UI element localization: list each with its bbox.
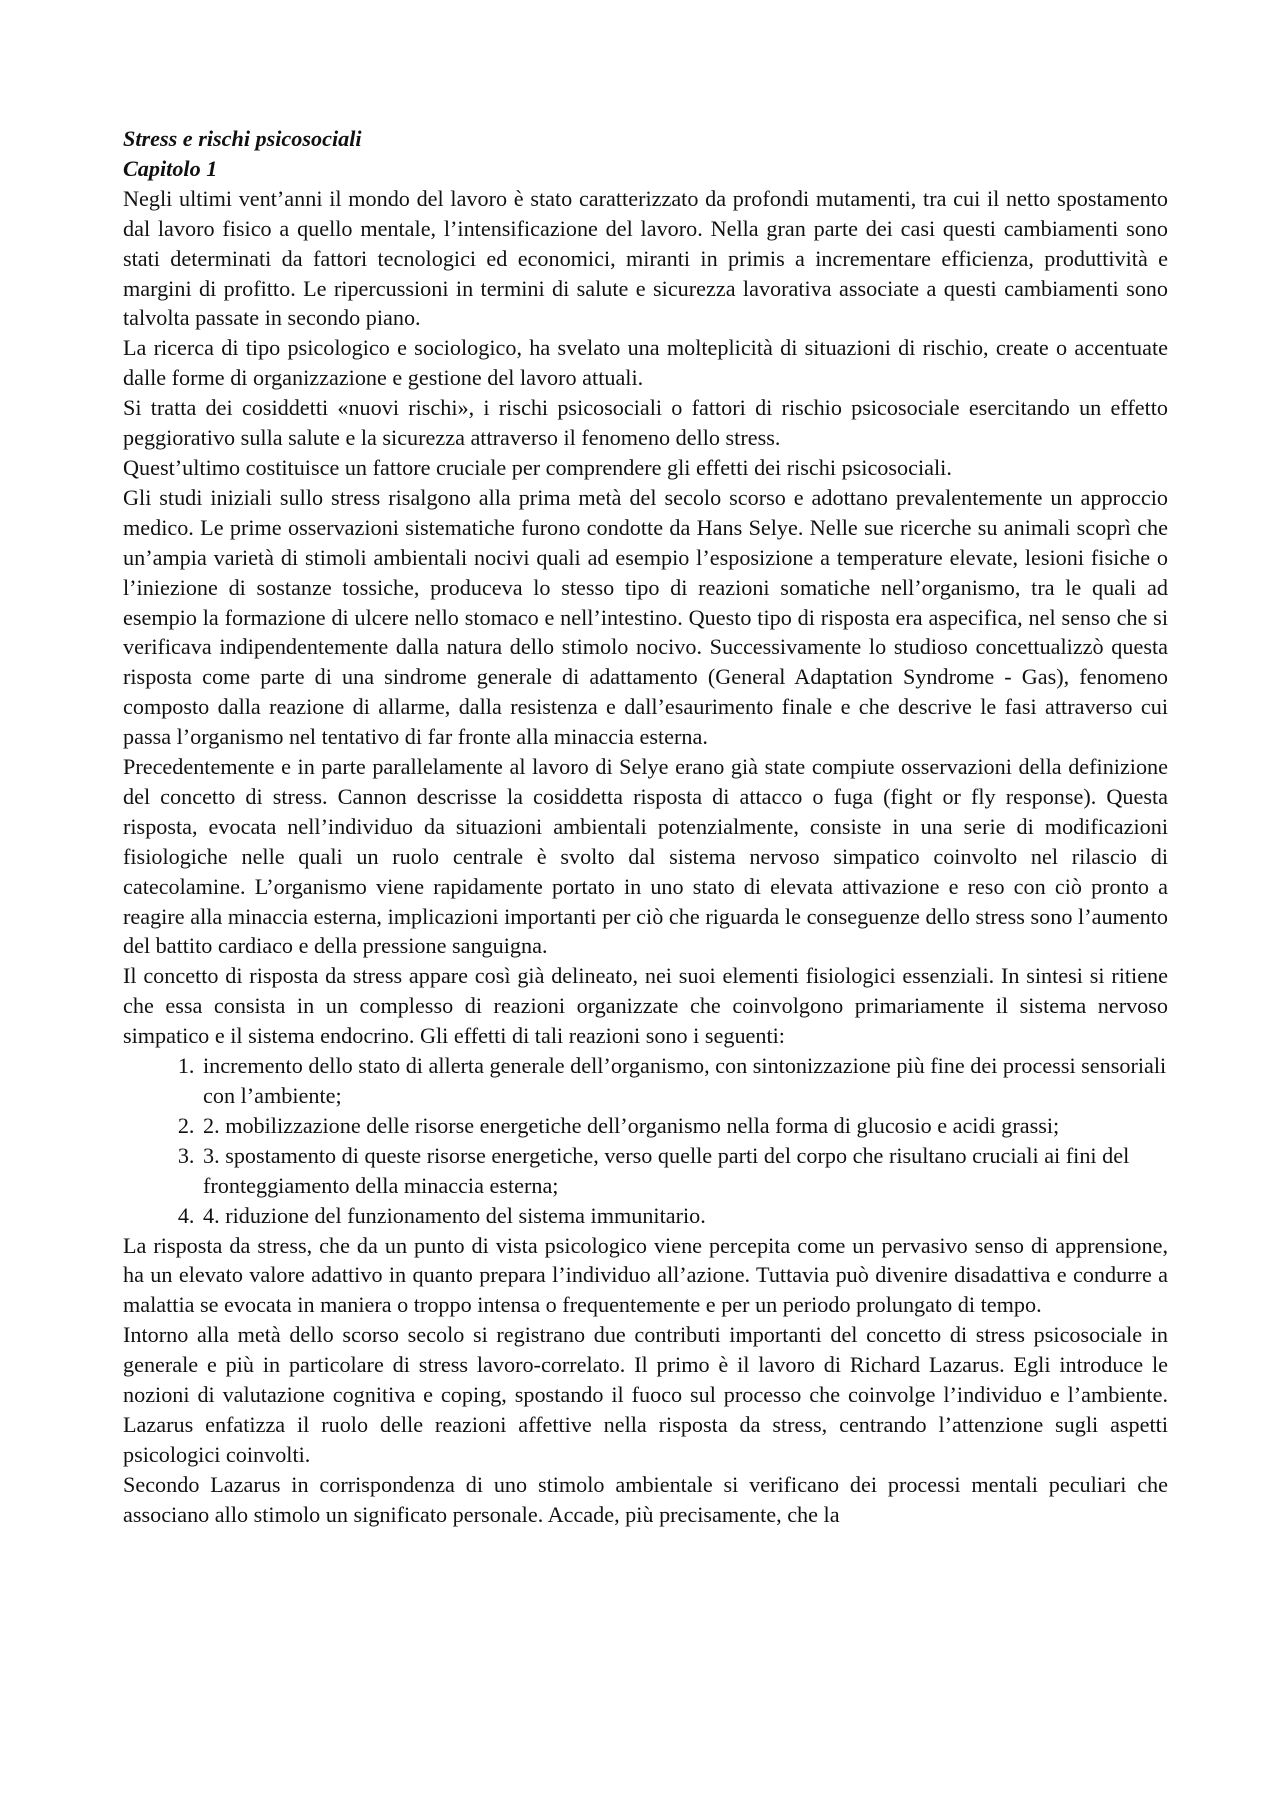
paragraph: Quest’ultimo costituisce un fattore cruciale per comprendere gli effetti dei rischi psicosociali.: [123, 454, 952, 480]
paragraph: Si tratta dei cosiddetti «nuovi rischi», i rischi psicosociali o fattori di rischio psicosociale esercitando un effetto peggiorativo sulla salute e la sicurezza attraverso il fenomeno dello stress.: [123, 395, 1168, 451]
list-item: 1. incremento dello stato di allerta generale dell’organismo, con sintonizzazione più fine dei processi sensoriali con l’ambiente;: [200, 1051, 1168, 1111]
list-item: 2. 2. mobilizzazione delle risorse energetiche dell’organismo nella forma di glucosio e acidi grassi;: [200, 1111, 1168, 1141]
document-title: Stress e rischi psicosociali: [123, 126, 362, 151]
list-item: 4. 4. riduzione del funzionamento del sistema immunitario.: [200, 1201, 1168, 1231]
paragraph: Secondo Lazarus in corrispondenza di uno stimolo ambientale si verificano dei processi mentali peculiari che associano allo stimolo un significato personale. Accade, più precisamente, che la: [123, 1471, 1168, 1527]
effects-list: [123, 1051, 1168, 1230]
paragraph: La risposta da stress, che da un punto di vista psicologico viene percepita come un pervasivo senso di apprensione, ha un elevato valore adattivo in quanto prepara l’individuo all’azione. Tuttavia può divenire disadattiva e condurre a malattia se evocata in maniera o troppo intensa o frequentemente e per un periodo prolungato di tempo.: [123, 1232, 1168, 1318]
paragraph: Intorno alla metà dello scorso secolo si registrano due contributi importanti del concetto di stress psicosociale in generale e più in particolare di stress lavoro-correlato. Il primo è il lavoro di Richard Lazarus. Egli introduce le nozioni di valutazione cognitiva e coping, spostando il fuoco sul processo che coinvolge l’individuo e l’ambiente. Lazarus enfatizza il ruolo delle reazioni affettive nella risposta da stress, centrando l’attenzione sugli aspetti psicologici coinvolti.: [123, 1322, 1168, 1467]
chapter-heading: Capitolo 1: [123, 155, 218, 181]
paragraph: Gli studi iniziali sullo stress risalgono alla prima metà del secolo scorso e adottano prevalentemente un approccio medico. Le prime osservazioni sistematiche furono condotte da Hans Selye. Nelle sue ricerche su animali scoprì che un’ampia varietà di stimoli ambientali nocivi quali ad esempio l’esposizione a temperature elevate, lesioni fisiche o l’iniezione di sostanze tossiche, produceva lo stesso tipo di reazioni somatiche nell’organismo, tra le quali ad esempio la formazione di ulcere nello stomaco e nell’intestino. Questo tipo di risposta era aspecifica, nel senso che si verificava indipendentemente dalla natura dello stimolo nocivo. Successivamente lo studioso concettualizzò questa risposta come parte di una sindrome generale di adattamento (General Adaptation Syndrome - Gas), fenomeno composto dalla reazione di allarme, dalla resistenza e dall’esaurimento finale e che descrive le fasi attraverso cui passa l’organismo nel tentativo di far fronte alla minaccia esterna.: [123, 484, 1168, 750]
paragraph: La ricerca di tipo psicologico e sociologico, ha svelato una molteplicità di situazioni di rischio, create o accentuate dalle forme di organizzazione e gestione del lavoro attuali.: [123, 335, 1168, 391]
paragraph: Il concetto di risposta da stress appare così già delineato, nei suoi elementi fisiologici essenziali. In sintesi si ritiene che essa consista in un complesso di reazioni organizzate che coinvolgono primariamente il sistema nervoso simpatico e il sistema endocrino. Gli effetti di tali reazioni sono i seguenti:: [123, 963, 1168, 1049]
paragraph: Negli ultimi vent’anni il mondo del lavoro è stato caratterizzato da profondi mutamenti, tra cui il netto spostamento dal lavoro fisico a quello mentale, l’intensificazione del lavoro. Nella gran parte dei casi questi cambiamenti sono stati determinati da fattori tecnologici ed economici, miranti in primis a incrementare efficienza, produttività e margini di profitto. Le ripercussioni in termini di salute e sicurezza lavorativa associate a questi cambiamenti sono talvolta passate in secondo piano.: [123, 185, 1168, 331]
paragraph: Precedentemente e in parte parallelamente al lavoro di Selye erano già state compiute osservazioni della definizione del concetto di stress. Cannon descrisse la cosiddetta risposta di attacco o fuga (fight or fly response). Questa risposta, evocata nell’individuo da situazioni ambientali potenzialmente, consiste in una serie di modificazioni fisiologiche nelle quali un ruolo centrale è svolto dal sistema nervoso simpatico coinvolto nel rilascio di catecolamine. L’organismo viene rapidamente portato in uno stato di elevata attivazione e reso con ciò pronto a reagire alla minaccia esterna, implicazioni importanti per ciò che riguarda le conseguenze dello stress sono l’aumento del battito cardiaco e della pressione sanguigna.: [123, 754, 1168, 959]
document-page: [123, 124, 1168, 1530]
list-item: 3. 3. spostamento di queste risorse energetiche, verso quelle parti del corpo che risultano cruciali ai fini del fronteggiamento della minaccia esterna;: [200, 1141, 1168, 1201]
